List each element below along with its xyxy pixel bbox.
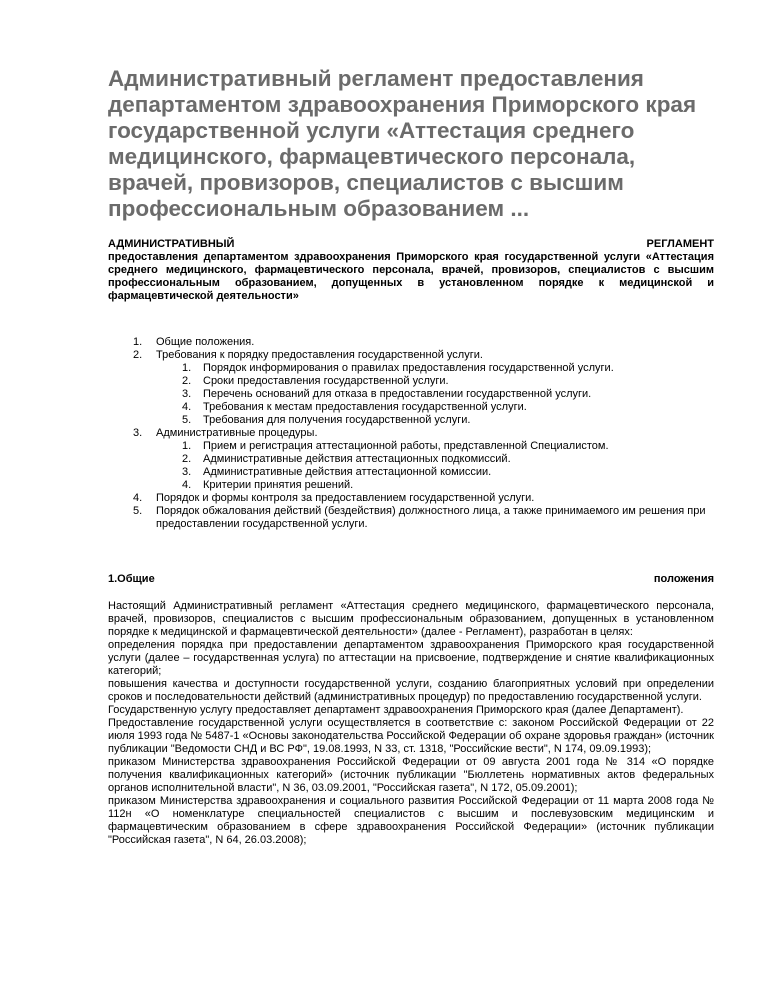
paragraph: Настоящий Административный регламент «Аттестация среднего медицинского, фармацевтического персонала, врачей, провизоров, специалистов с высшим профессиональным образованием, допущенных в установленном порядке к медицинской и фармацевтической деятельности» (далее - Регламент), разработан в целях: [108,600,714,638]
toc-subitem: 1. Прием и регистрация аттестационной работы, представленной Специалистом. [182,440,609,452]
document-page [108,66,714,847]
toc-subitem: 3. Административные действия аттестационной комиссии. [182,466,492,478]
toc-item: 2. Требования к порядку предоставления государственной услуги. [133,349,483,361]
regulation-subtitle: предоставления департаментом здравоохранения Приморского края государственной услуги «Аттестация среднего медицинского, фармацевтического персонала, врачей, провизоров, специалистов с высшим профессиональным образованием, допущенных в установленном порядке к медицинской и фармацевтической деятельности» [108,251,714,302]
toc-subitem: 4. Требования к местам предоставления государственной услуги. [182,401,527,413]
heading-right: РЕГЛАМЕНТ [646,238,714,250]
toc-item: 5. Порядок обжалования действий (бездействия) должностного лица, а также принимаемого им решения при предоставлении государственной услуги. [133,505,706,530]
toc-subitem: 4. Критерии принятия решений. [182,479,354,491]
section-1-body [108,600,714,847]
toc-subitem: 5. Требования для получения государственной услуги. [182,414,471,426]
regulation-heading [108,238,714,251]
toc-item: 3. Административные процедуры. [133,427,318,439]
toc-subitem: 2. Административные действия аттестационных подкомиссий. [182,453,511,465]
toc-subitem: 3. Перечень оснований для отказа в предоставлении государственной услуги. [182,388,592,400]
section-heading-right: положения [653,573,714,585]
paragraph: приказом Министерства здравоохранения и социального развития Российской Федерации от 11 марта 2008 года № 112н «О номенклатуре специальностей специалистов с высшим и послевузовским медицинским и фармацевтическим образованием в сфере здравоохранения Российской Федерации» (источник публикации "Российская газета", N 64, 26.03.2008); [108,795,714,846]
paragraph: Государственную услугу предоставляет департамент здравоохранения Приморского края (далее Департамент). [108,704,684,716]
paragraph: Предоставление государственной услуги осуществляется в соответствие с: законом Российской Федерации от 22 июля 1993 года № 5487-1 «Основы законодательства Российской Федерации об охране здоровья граждан» (источник публикации "Ведомости СНД и ВС РФ", 19.08.1993, N 33, ст. 1318, "Российские вести", N 174, 09.09.1993); [108,717,714,755]
toc-item: 4. Порядок и формы контроля за предоставлением государственной услуги. [133,492,535,504]
toc-subitem: 2. Сроки предоставления государственной услуги. [182,375,449,387]
paragraph: определения порядка при предоставлении департаментом здравоохранения Приморского края государственной услуги (далее – государственная услуга) по аттестации на присвоение, подтверждение и снятие квалификационных категорий; [108,639,714,677]
heading-left: АДМИНИСТРАТИВНЫЙ [108,238,235,250]
section-1-heading [108,573,714,586]
paragraph: повышения качества и доступности государственной услуги, созданию благоприятных условий при определении сроков и последовательности действий (административных процедур) по предоставлению государственной услуги. [108,678,714,703]
section-heading-left: 1.Общие [108,573,155,585]
toc-item: 1. Общие положения. [133,336,255,348]
document-title: Административный регламент предоставления департаментом здравоохранения Приморского края государственной услуги «Аттестация среднего медицинского, фармацевтического персонала, врачей, провизоров, специалистов с высшим профессиональным образованием ... [108,66,697,221]
paragraph: приказом Министерства здравоохранения Российской Федерации от 09 августа 2001 года № 314 «О порядке получения квалификационных категорий» (источник публикации "Бюллетень нормативных актов федеральных органов исполнительной власти", N 36, 03.09.2001, "Российская газета", N 172, 05.09.2001); [108,756,714,794]
toc-subitem: 1. Порядок информирования о правилах предоставления государственной услуги. [182,362,614,374]
table-of-contents [108,336,714,531]
